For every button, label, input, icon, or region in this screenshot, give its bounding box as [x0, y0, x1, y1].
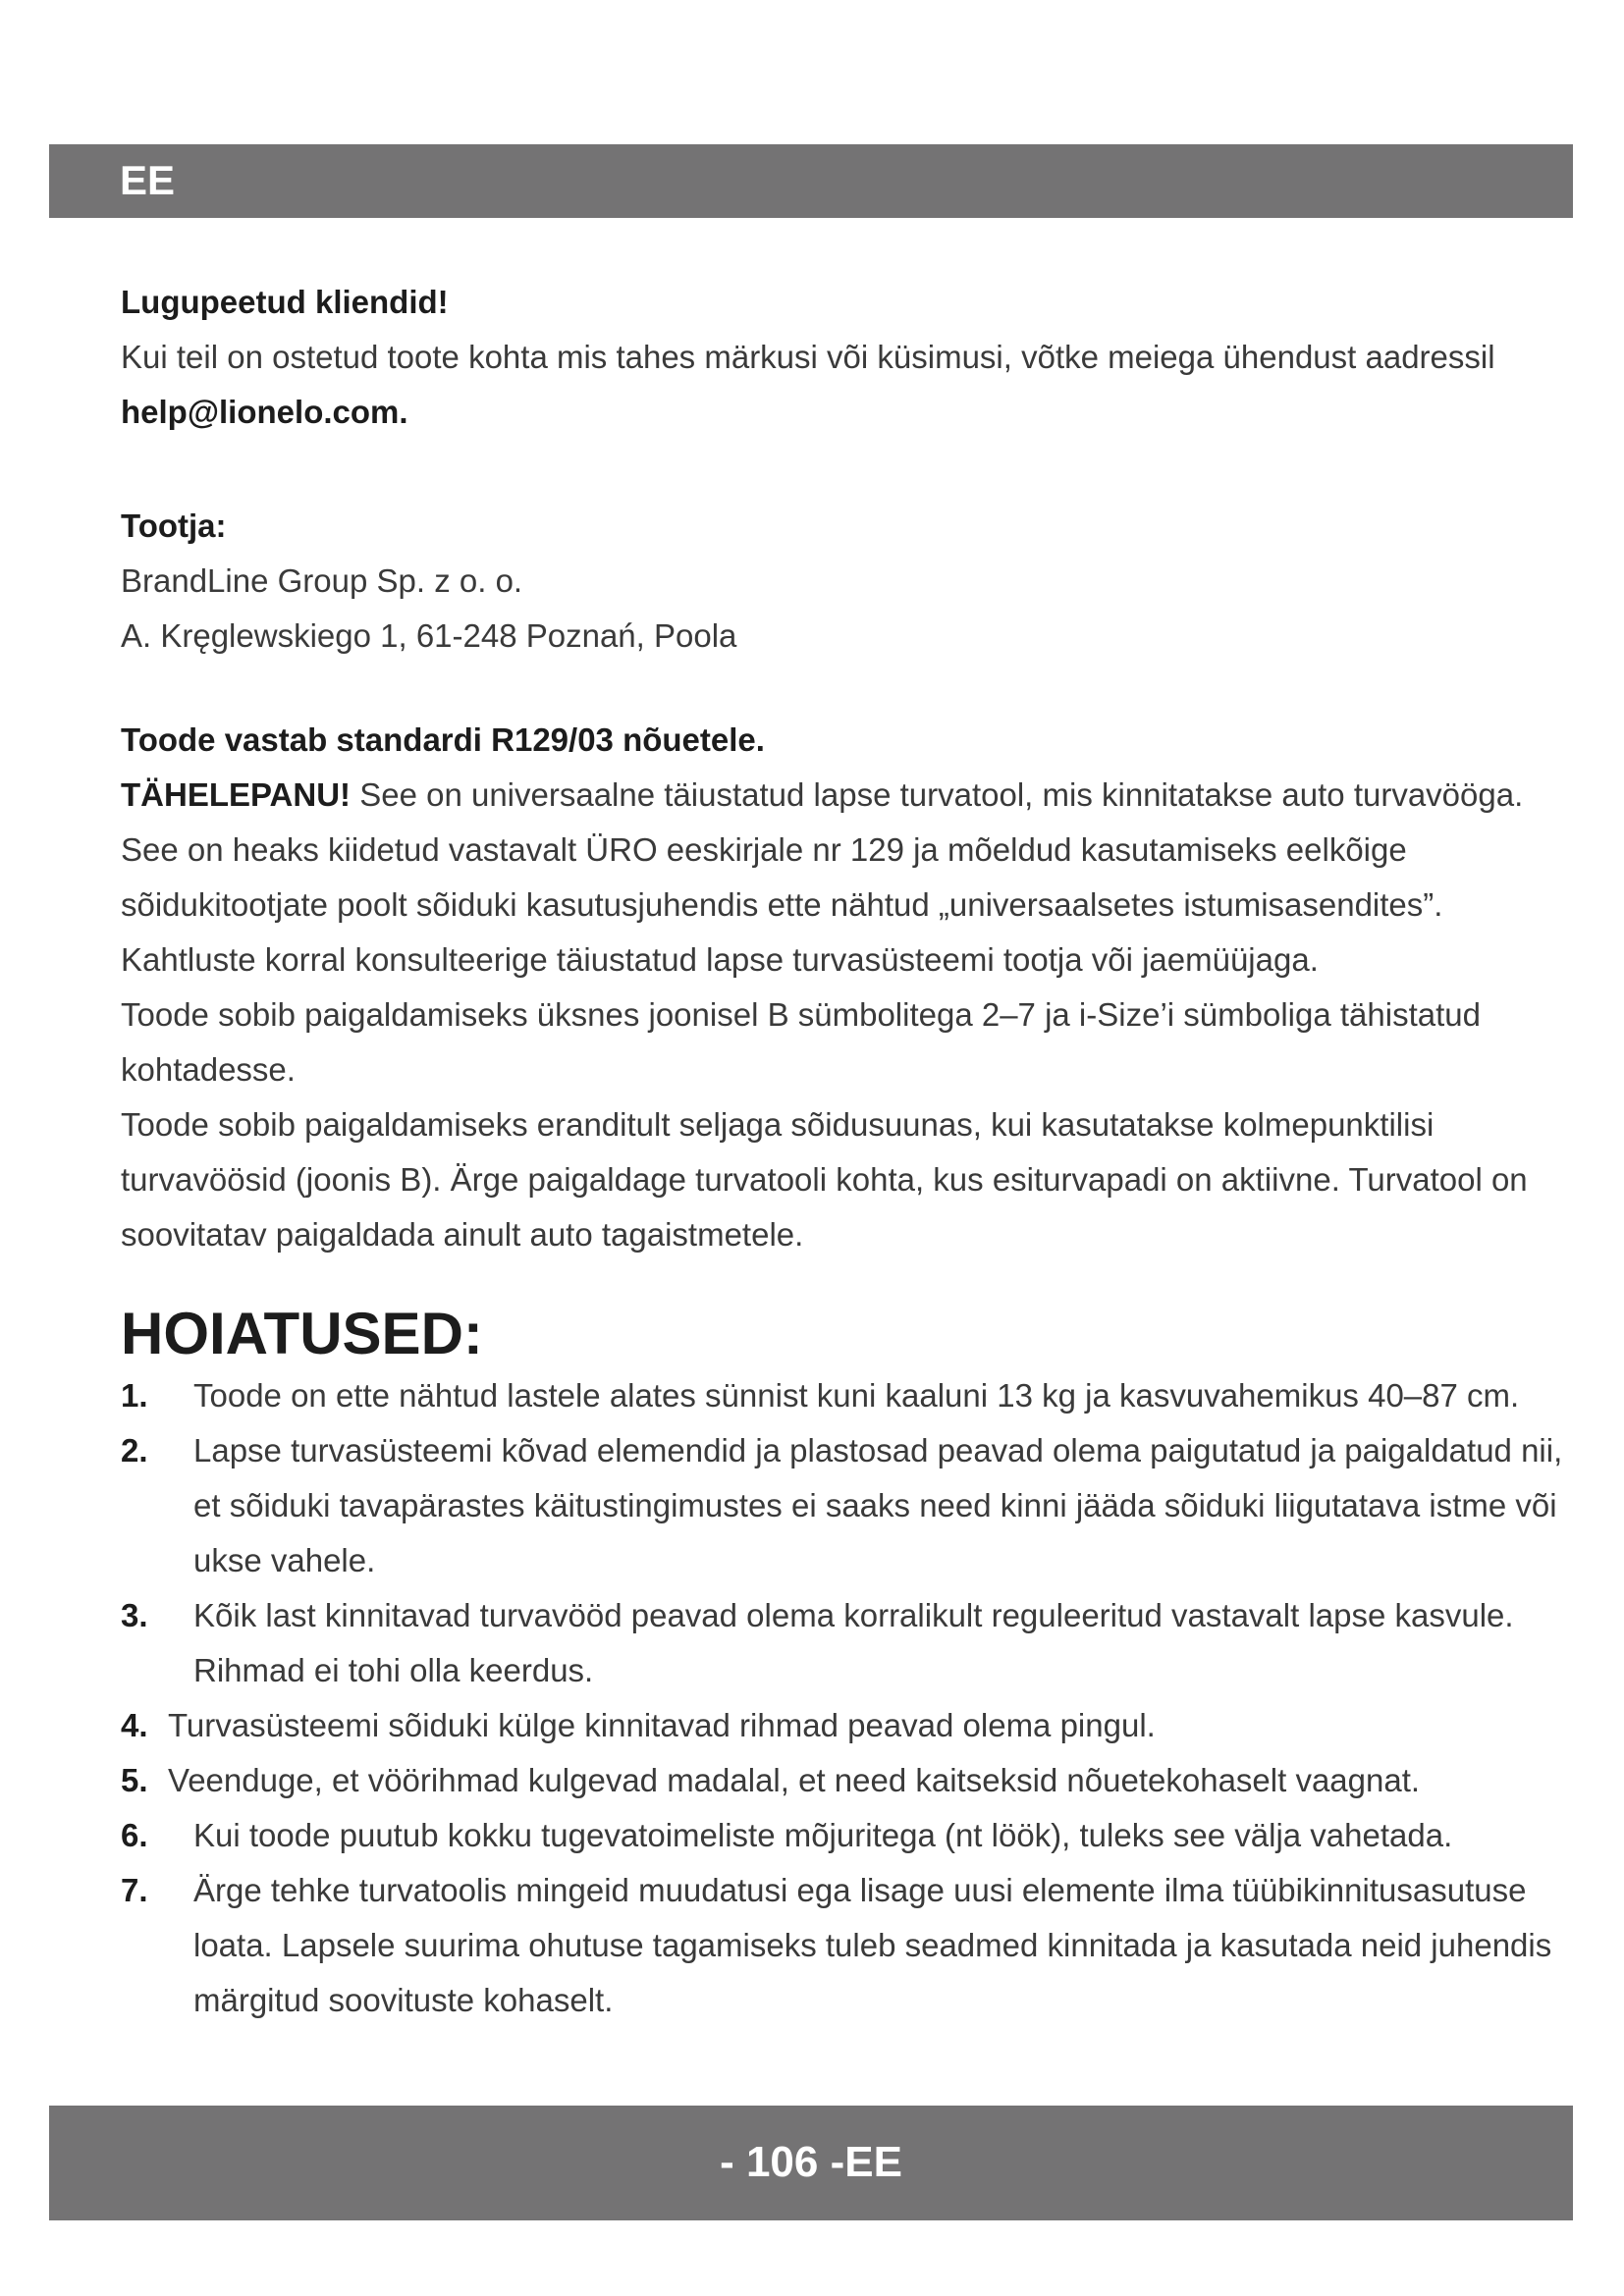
- greeting-heading: Lugupeetud kliendid!: [121, 284, 449, 320]
- warnings-list: [121, 1368, 1564, 2028]
- warning-number: 4.: [121, 1707, 148, 1743]
- standard-title: Toode vastab standardi R129/03 nõuetele.: [121, 721, 765, 758]
- manufacturer-address: A. Kręglewskiego 1, 61-248 Poznań, Poola: [121, 617, 737, 654]
- attention-label: TÄHELEPANU!: [121, 776, 352, 813]
- rear-facing-paragraph: Toode sobib paigaldamiseks eranditult seljaga sõidusuunas, kui kasutatakse kolmepunktilisi turvavöösid (joonis B). Ärge paigaldage turvatooli kohta, kus esiturvapadi on aktiivne. Turvatool on soovitatav paigaldada ainult auto tagaistmetele.: [121, 1106, 1528, 1253]
- warning-item-1: [121, 1368, 1564, 1423]
- warning-text: Turvasüsteemi sõiduki külge kinnitavad rihmad peavad olema pingul.: [168, 1707, 1156, 1743]
- manufacturer-label: Tootja:: [121, 507, 227, 544]
- warning-text: Toode on ette nähtud lastele alates sünnist kuni kaaluni 13 kg ja kasvuvahemikus 40–87 cm.: [193, 1377, 1520, 1414]
- warning-text: Kõik last kinnitavad turvavööd peavad olema korralikult reguleeritud vastavalt lapse kasvule. Rihmad ei tohi olla keerdus.: [193, 1597, 1514, 1688]
- contact-email: help@lionelo.com.: [121, 394, 408, 430]
- contact-paragraph: [121, 330, 1564, 440]
- warning-number: 1.: [121, 1377, 148, 1414]
- page-content: [121, 275, 1564, 2028]
- warning-number: 3.: [121, 1597, 148, 1633]
- warning-text: Veenduge, et vöörihmad kulgevad madalal, et need kaitseksid nõuetekohaselt vaagnat.: [168, 1762, 1421, 1798]
- warning-item-2: [121, 1423, 1564, 1588]
- installation-paragraph: Toode sobib paigaldamiseks üksnes joonisel B sümbolitega 2–7 ja i-Size’i sümboliga tähistatud kohtadesse.: [121, 996, 1481, 1088]
- attention-paragraph: [121, 768, 1564, 933]
- manufacturer-name: BrandLine Group Sp. z o. o.: [121, 562, 523, 599]
- warning-text: Ärge tehke turvatoolis mingeid muudatusi ega lisage uusi elemente ilma tüübikinnitusasutuse loata. Lapsele suurima ohutuse tagamiseks tuleb seadmed kinnitada ja kasutada neid juhendis märgitud soovituste kohaselt.: [193, 1872, 1552, 2018]
- warning-item-7: [121, 1863, 1564, 2028]
- footer-bar: [49, 2106, 1573, 2220]
- warnings-title: HOIATUSED:: [121, 1301, 483, 1366]
- warning-item-3: [121, 1588, 1564, 1698]
- warning-number: 2.: [121, 1432, 148, 1468]
- warning-text: Kui toode puutub kokku tugevatoimeliste mõjuritega (nt löök), tuleks see välja vahetada.: [193, 1817, 1453, 1853]
- warning-number: 6.: [121, 1817, 148, 1853]
- consult-paragraph: Kahtluste korral konsulteerige täiustatud lapse turvasüsteemi tootja või jaemüüjaga.: [121, 941, 1319, 978]
- warning-item-6: [121, 1808, 1564, 1863]
- warning-item-4: [121, 1698, 1564, 1753]
- warning-number: 5.: [121, 1762, 148, 1798]
- warning-number: 7.: [121, 1872, 148, 1908]
- contact-text: Kui teil on ostetud toote kohta mis tahes märkusi või küsimusi, võtke meiega ühendust aadressil: [121, 339, 1495, 375]
- header-bar: [49, 144, 1573, 218]
- language-code: EE: [120, 157, 176, 203]
- warning-item-5: [121, 1753, 1564, 1808]
- attention-text: See on universaalne täiustatud lapse turvatool, mis kinnitatakse auto turvavööga. See on heaks kiidetud vastavalt ÜRO eeskirjale nr 129 ja mõeldud kasutamiseks eelkõige sõidukitootjate poolt sõiduki kasutusjuhendis ette nähtud „universaalsetes istumisasendites”.: [121, 776, 1524, 923]
- page-number: - 106 -EE: [720, 2138, 902, 2186]
- warning-text: Lapse turvasüsteemi kõvad elemendid ja plastosad peavad olema paigutatud ja paigaldatud nii, et sõiduki tavapärastes käitustingimustes ei saaks need kinni jääda sõiduki liigutatava istme või ukse vahele.: [193, 1432, 1563, 1578]
